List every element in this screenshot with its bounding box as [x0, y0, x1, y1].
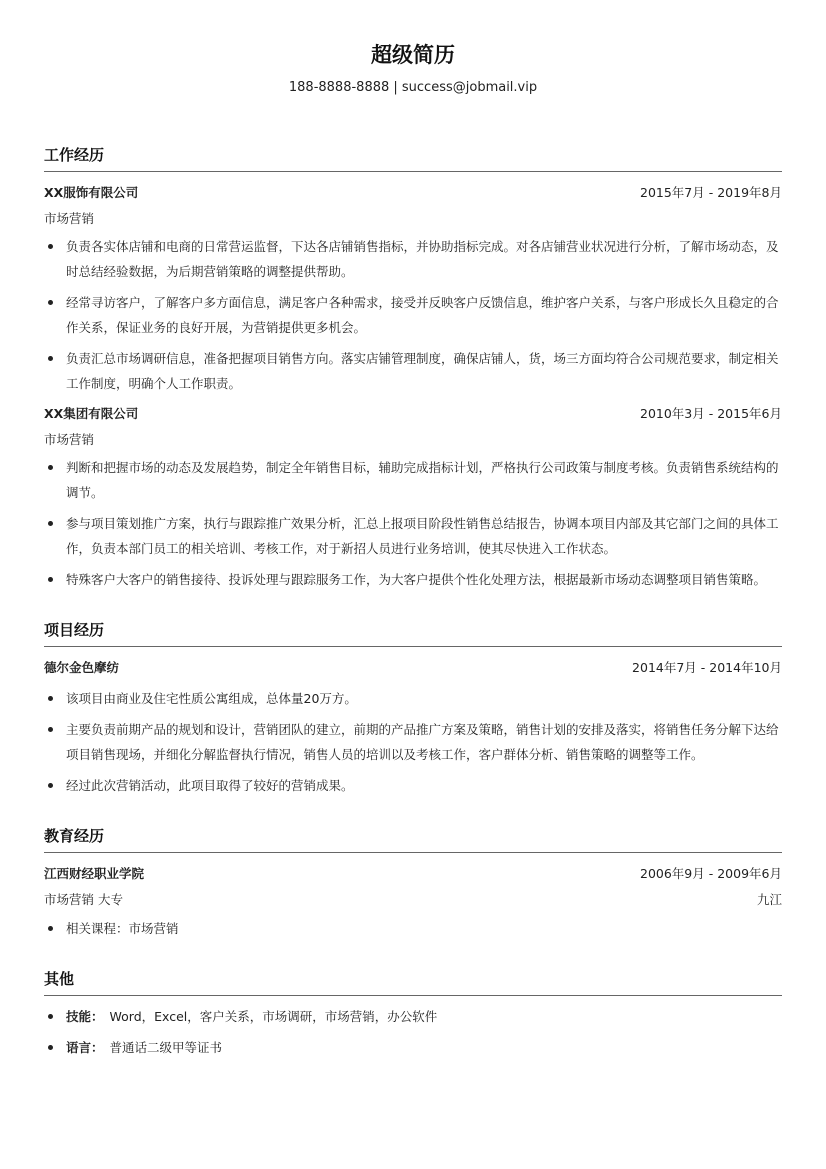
project-name: 德尔金色摩纺 [44, 660, 120, 675]
date-range: 2010年3月 - 2015年6月 [640, 406, 782, 421]
work-entry-2 [44, 405, 782, 592]
education-section [44, 826, 782, 941]
bullet-list [44, 916, 782, 941]
list-item: 该项目由商业及住宅性质公寓组成，总体量20万方。 [44, 686, 782, 711]
date-range: 2015年7月 - 2019年8月 [640, 185, 782, 200]
list-item: 经常寻访客户，了解客户多方面信息，满足客户各种需求，接受并反映客户反馈信息，维护客户关系，与客户形成长久且稳定的合作关系，保证业务的良好开展，为营销提供更多机会。 [44, 290, 782, 340]
language-item [44, 1035, 782, 1060]
bullet-list [44, 1004, 782, 1060]
project-section [44, 620, 782, 798]
skills-label: 技能： [66, 1009, 104, 1024]
list-item: 判断和把握市场的动态及发展趋势，制定全年销售目标，辅助完成指标计划，严格执行公司政策与制度考核。负责销售系统结构的调节。 [44, 455, 782, 505]
project-section-title: 项目经历 [44, 620, 782, 647]
contact-info: 188-8888-8888 | success@jobmail.vip [288, 80, 538, 95]
skills-item [44, 1004, 782, 1029]
work-section-title: 工作经历 [44, 145, 782, 172]
list-item: 参与项目策划推广方案，执行与跟踪推广效果分析，汇总上报项目阶段性销售总结报告，协调本项目内部及其它部门之间的具体工作，负责本部门员工的相关培训、考核工作，对于新招人员进行业务培训，使其尽快进入工作状态。 [44, 511, 782, 561]
list-item: 相关课程：市场营销 [44, 916, 782, 941]
resume-name: 超级简历 [371, 43, 455, 67]
school-location: 九江 [756, 892, 782, 907]
other-section [44, 969, 782, 1060]
language-value: 普通话二级甲等证书 [109, 1040, 223, 1055]
bullet-list [44, 686, 782, 798]
language-label: 语言： [66, 1040, 104, 1055]
job-role: 市场营销 [44, 211, 95, 226]
other-section-title: 其他 [44, 969, 782, 996]
school-name: 江西财经职业学院 [44, 866, 145, 881]
company-name: XX集团有限公司 [44, 406, 139, 421]
major-degree: 市场营销 大专 [44, 892, 123, 907]
education-section-title: 教育经历 [44, 826, 782, 853]
date-range: 2014年7月 - 2014年10月 [632, 660, 782, 675]
job-role: 市场营销 [44, 432, 95, 447]
list-item: 经过此次营销活动，此项目取得了较好的营销成果。 [44, 773, 782, 798]
education-entry [44, 865, 782, 941]
company-name: XX服饰有限公司 [44, 185, 139, 200]
project-entry [44, 659, 782, 798]
work-section [44, 145, 782, 592]
skills-value: Word，Excel，客户关系，市场调研，市场营销，办公软件 [109, 1009, 438, 1024]
list-item: 特殊客户大客户的销售接待、投诉处理与跟踪服务工作，为大客户提供个性化处理方法，根据最新市场动态调整项目销售策略。 [44, 567, 782, 592]
work-entry-1 [44, 184, 782, 396]
list-item: 主要负责前期产品的规划和设计，营销团队的建立，前期的产品推广方案及策略，销售计划的安排及落实，将销售任务分解下达给项目销售现场，并细化分解监督执行情况，销售人员的培训以及考核工作，客户群体分析、销售策略的调整等工作。 [44, 717, 782, 767]
bullet-list [44, 234, 782, 396]
bullet-list [44, 455, 782, 592]
list-item: 负责汇总市场调研信息，准备把握项目销售方向。落实店铺管理制度，确保店铺人，货，场三方面均符合公司规范要求，制定相关工作制度，明确个人工作职责。 [44, 346, 782, 396]
list-item: 负责各实体店铺和电商的日常营运监督，下达各店铺销售指标，并协助指标完成。对各店铺营业状况进行分析，了解市场动态，及时总结经验数据，为后期营销策略的调整提供帮助。 [44, 234, 782, 284]
date-range: 2006年9月 - 2009年6月 [640, 866, 782, 881]
resume-header [44, 0, 782, 97]
